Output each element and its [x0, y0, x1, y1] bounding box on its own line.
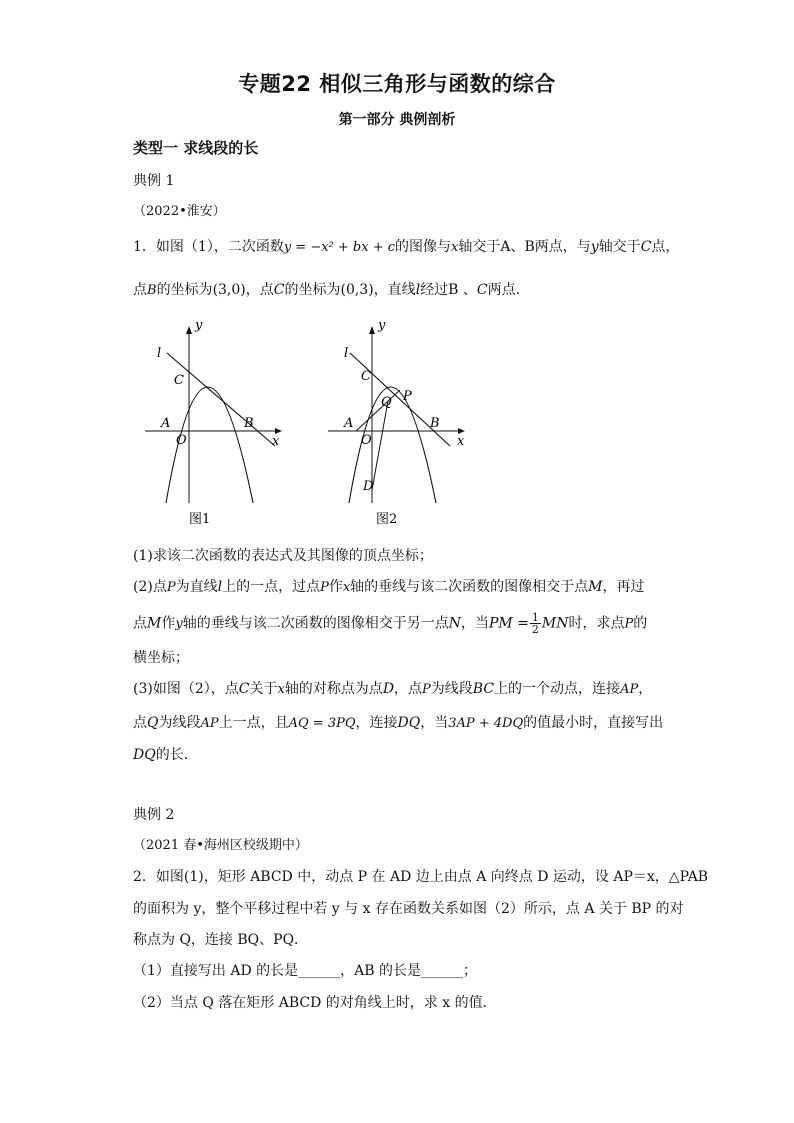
example1-source: （2022•淮安） — [133, 204, 226, 219]
text: 两点． — [487, 282, 530, 298]
example1-part3-line3 — [133, 745, 198, 765]
var-l: l — [415, 282, 421, 298]
var-AP: AP — [620, 682, 639, 697]
example1-part1: (1)求该二次函数的表达式及其图像的顶点坐标； — [133, 548, 433, 564]
example2-line2: 的面积为 y，整个平移过程中若 y 与 x 存在函数关系如图（2）所示，点 A 关于 BP 的对 — [133, 901, 684, 917]
text: 轴的垂线与该二次函数的图像相交于另一点 — [182, 615, 449, 632]
example1-part3-line2 — [133, 713, 663, 734]
expr-AQ: AQ = 3PQ — [288, 716, 356, 731]
example1-part2-line3: 横坐标； — [133, 650, 189, 666]
text: 1．如图（1），二次函数 — [133, 239, 284, 255]
y-axis-arrow — [186, 326, 192, 334]
label-O: O — [176, 433, 187, 448]
text: 上的一点，过点 — [222, 579, 321, 595]
fraction-one-half — [530, 612, 541, 635]
text: ，当 — [420, 715, 449, 731]
text: 点 — [133, 715, 147, 731]
text: ，点 — [394, 681, 423, 697]
expr-MN: MN — [541, 615, 569, 632]
example2-label: 典例 2 — [133, 807, 175, 823]
example2-question1: （1）直接写出 AD 的长是______，AB 的长是______； — [133, 963, 477, 979]
text: ，点 — [245, 282, 274, 298]
label-y: y — [378, 320, 386, 333]
text: 的长． — [155, 747, 198, 763]
text: ，当 — [460, 615, 489, 632]
text: ，直线 — [373, 282, 416, 298]
var-P: P — [422, 682, 431, 697]
figure-2-caption: 图2 — [376, 512, 398, 527]
var-C: C — [238, 681, 250, 697]
figure-1 — [135, 320, 295, 535]
text: ， — [638, 681, 653, 697]
var-BC: BC — [472, 681, 495, 697]
var-D: D — [382, 681, 395, 697]
page-title: 专题22 相似三角形与函数的综合 — [238, 72, 556, 96]
var-C: C — [640, 239, 652, 255]
text: 为线段 — [158, 715, 201, 731]
text: 的图像与 — [395, 239, 452, 255]
text: 作 — [328, 579, 343, 595]
text: 上一点，且 — [218, 715, 289, 731]
text: 点， — [651, 239, 680, 255]
var-Q: Q — [147, 715, 159, 731]
label-B: B — [430, 416, 440, 431]
var-C: C — [273, 282, 285, 298]
text: 经过B 、 — [420, 282, 477, 298]
example1-part3-line1 — [133, 679, 652, 700]
example1-question-line1 — [133, 237, 679, 258]
text: 作 — [161, 615, 176, 632]
label-C: C — [361, 369, 371, 384]
var-y: y — [590, 239, 599, 255]
expr-3AP-4DQ: 3AP + 4DQ — [448, 716, 524, 731]
label-y: y — [195, 320, 203, 333]
page-subtitle: 第一部分 典例剖析 — [338, 112, 456, 128]
var-l: l — [217, 579, 223, 595]
label-D: D — [363, 479, 374, 494]
label-Q: Q — [381, 395, 392, 410]
label-A: A — [161, 416, 171, 431]
label-x: x — [272, 434, 280, 449]
expr-PM: PM = — [488, 615, 529, 632]
text: 点 — [133, 615, 147, 632]
var-N: N — [448, 615, 461, 632]
label-O: O — [361, 433, 372, 448]
example1-part2-line1 — [133, 577, 645, 598]
var-M: M — [147, 615, 162, 632]
text: 点 — [133, 282, 147, 298]
var-DQ: DQ — [133, 747, 156, 763]
coord-C: (0,3) — [340, 282, 374, 298]
text: 上的一个动点，连接 — [494, 681, 621, 697]
text: 为直线 — [175, 579, 218, 595]
label-x: x — [457, 434, 465, 449]
example2-line1: 2．如图(1)，矩形 ABCD 中，动点 P 在 AD 边上由点 A 向终点 D 运动，设 AP＝x，△PAB — [133, 869, 709, 885]
var-AP: AP — [200, 716, 219, 731]
text: 轴的垂线与该二次函数的图像相交于点 — [350, 579, 589, 595]
text: 的值最小时，直接写出 — [523, 715, 664, 731]
example2-question2: （2）当点 Q 落在矩形 ABCD 的对角线上时，求 x 的值． — [133, 995, 497, 1011]
label-l: l — [344, 346, 349, 361]
text: 时，求点 — [568, 615, 625, 632]
var-x: x — [277, 682, 285, 697]
var-M: M — [588, 579, 603, 595]
text: (3)如图（2），点 — [133, 681, 239, 697]
text: 的坐标为 — [284, 282, 341, 298]
text: 轴交于A、B两点，与 — [458, 239, 591, 255]
var-C: C — [476, 282, 488, 298]
figure-1-caption: 图1 — [189, 512, 211, 527]
text: 的 — [633, 615, 648, 632]
text: (2)点 — [133, 579, 167, 595]
label-C: C — [174, 373, 184, 388]
example1-label: 典例 1 — [133, 173, 175, 189]
text: 为线段 — [430, 681, 473, 697]
example2-source: （2021 春•海州区校级期中） — [133, 838, 308, 853]
example2-line3: 称点为 Q，连接 BQ、PQ． — [133, 932, 309, 948]
text: 关于 — [249, 681, 278, 697]
label-A: A — [344, 416, 354, 431]
fraction-denominator: 2 — [531, 623, 539, 636]
var-P: P — [166, 580, 176, 595]
formula: y = −x² + bx + c — [283, 240, 396, 255]
y-axis-arrow — [369, 326, 375, 334]
example1-part2-line2 — [133, 612, 647, 635]
var-x: x — [451, 240, 459, 255]
text: 轴交于 — [598, 239, 641, 255]
section-heading: 类型一 求线段的长 — [133, 139, 259, 157]
text: ，再过 — [602, 579, 645, 595]
text: ，连接 — [355, 715, 398, 731]
fraction-numerator: 1 — [531, 611, 539, 624]
label-P: P — [403, 389, 412, 404]
text: 的坐标为 — [156, 282, 213, 298]
coord-B: (3,0) — [212, 282, 246, 298]
segment-AP — [356, 390, 400, 431]
var-y: y — [175, 616, 183, 632]
figure-2 — [318, 320, 478, 535]
var-x: x — [342, 580, 351, 595]
label-l: l — [157, 346, 162, 361]
var-P: P — [320, 580, 329, 595]
text: 轴的对称点为点 — [284, 681, 383, 697]
label-B: B — [244, 416, 254, 431]
example1-question-line2 — [133, 280, 530, 301]
var-DQ: DQ — [397, 715, 421, 731]
var-B: B — [147, 283, 157, 298]
var-P: P — [624, 616, 634, 632]
